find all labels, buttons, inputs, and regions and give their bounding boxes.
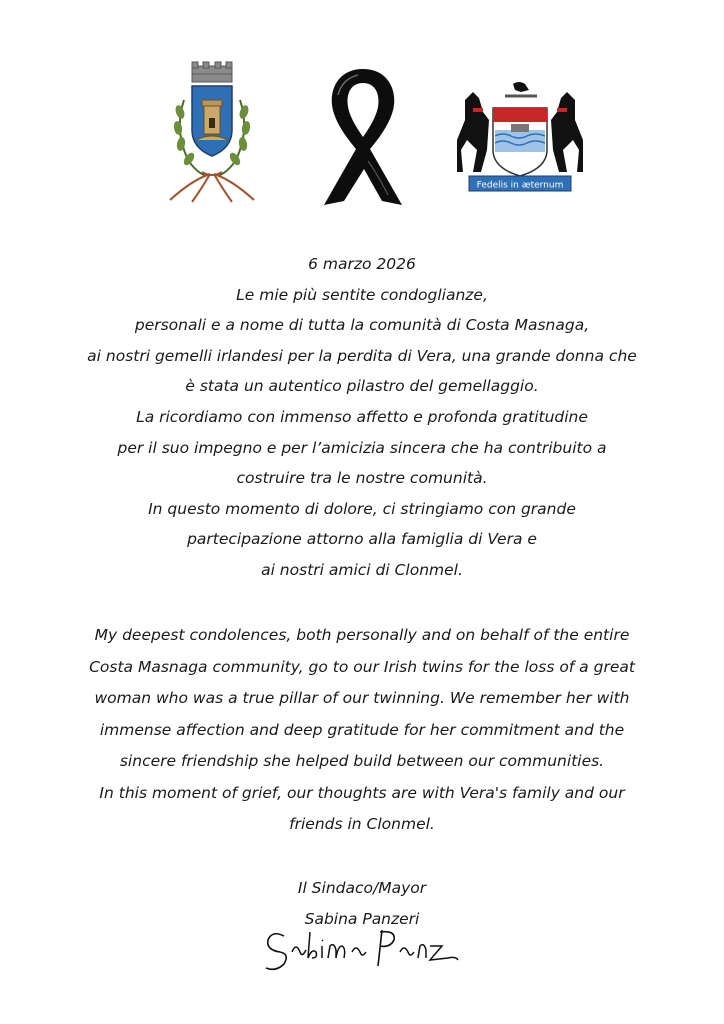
italian-text-line: Le mie più sentite condoglianze, [236,285,488,304]
italian-text-line: ai nostri amici di Clonmel. [261,560,463,579]
italian-text-line: La ricordiamo con immenso affetto e profonda gratitudine [136,407,588,426]
costa-masnaga-coat-of-arms-icon [162,60,262,205]
english-message [40,620,684,841]
mayor-title: Il Sindaco/Mayor [297,879,427,897]
italian-text-line: ai nostri gemelli irlandesi per la perdita di Vera, una grande donna che [87,346,637,365]
clonmel-coat-of-arms-icon [455,80,585,195]
italian-text-line: personali e a nome di tutta la comunità di Costa Masnaga, [134,316,590,335]
english-text-line: sincere friendship she helped build between our communities. [119,752,605,770]
italian-text-line: 6 marzo 2026 [308,255,416,273]
italian-text-line: per il suo impegno e per l’amicizia sincera che ha contribuito a [117,438,607,457]
italian-message [40,249,684,586]
mourning-ribbon-icon [318,65,408,210]
english-text-line: friends in Clonmel. [289,815,435,833]
english-text-line: In this moment of grief, our thoughts are with Vera's family and our [99,783,625,802]
italian-text-line: costruire tra le nostre comunità. [236,469,488,488]
header-emblems [0,55,724,215]
crest-motto: Fedelis in æternum [476,180,564,191]
mayor-name: Sabina Panzeri [304,910,420,928]
italian-text-line: In questo momento di dolore, ci stringiamo con grande [148,499,576,518]
handwritten-signature [262,922,462,974]
italian-text-line: è stata un autentico pilastro del gemellaggio. [185,377,539,396]
english-text-line: Costa Masnaga community, go to our Irish twins for the loss of a great [89,657,635,676]
english-text-line: immense affection and deep gratitude for her commitment and the [99,720,625,739]
english-text-line: woman who was a true pillar of our twinning. We remember her with [94,689,630,707]
italian-text-line: partecipazione attorno alla famiglia di Vera e [187,530,537,549]
english-text-line: My deepest condolences, both personally and on behalf of the entire [94,626,630,644]
